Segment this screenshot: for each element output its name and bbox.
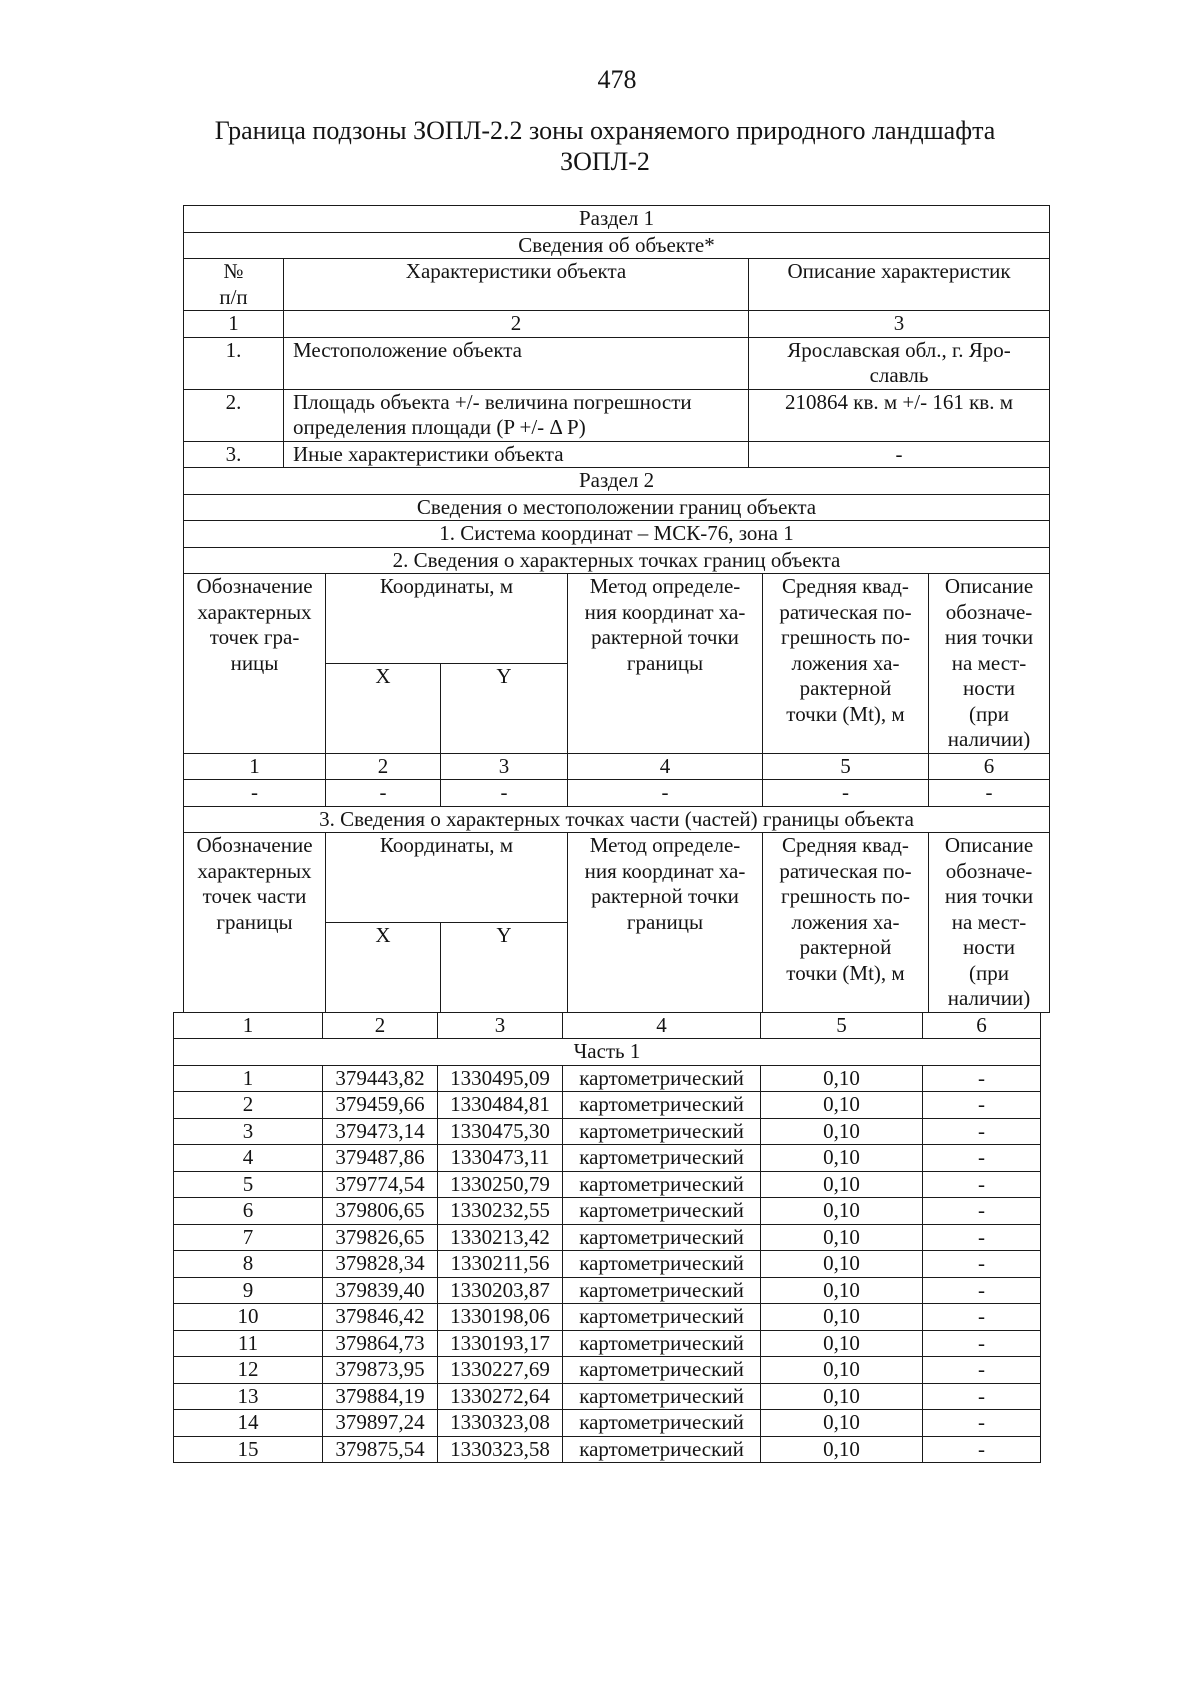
point-y: 1330211,56 bbox=[438, 1251, 563, 1278]
point-y: 1330495,09 bbox=[438, 1065, 563, 1092]
point-x: 379487,86 bbox=[323, 1145, 438, 1172]
empty-cell: - bbox=[568, 780, 763, 807]
point-x: 379897,24 bbox=[323, 1410, 438, 1437]
column-number: 5 bbox=[761, 1012, 923, 1039]
row-number: 1. bbox=[184, 337, 284, 389]
point-number: 15 bbox=[174, 1436, 323, 1463]
point-x: 379875,54 bbox=[323, 1436, 438, 1463]
point-row bbox=[174, 1092, 1041, 1119]
section2-heading-row bbox=[184, 468, 1050, 495]
title-line-1: Граница подзоны ЗОПЛ-2.2 зоны охраняемого природного ландшафта bbox=[214, 116, 996, 145]
coordinate-system-row bbox=[184, 521, 1050, 548]
point-y: 1330213,42 bbox=[438, 1224, 563, 1251]
point-method: картометрический bbox=[563, 1251, 761, 1278]
point-method: картометрический bbox=[563, 1357, 761, 1384]
point-accuracy: 0,10 bbox=[761, 1383, 923, 1410]
point-y: 1330250,79 bbox=[438, 1171, 563, 1198]
point-method: картометрический bbox=[563, 1145, 761, 1172]
section1-column-numbers-row bbox=[184, 311, 1050, 338]
point-method: картометрический bbox=[563, 1171, 761, 1198]
column-number: 3 bbox=[749, 311, 1050, 338]
point-method: картометрический bbox=[563, 1118, 761, 1145]
point-description: - bbox=[923, 1330, 1041, 1357]
point-row bbox=[174, 1357, 1041, 1384]
section1-subheading-row bbox=[184, 232, 1050, 259]
object-info-table bbox=[183, 205, 1050, 468]
column-number: 3 bbox=[441, 753, 568, 780]
point-number: 14 bbox=[174, 1410, 323, 1437]
point-description: - bbox=[923, 1410, 1041, 1437]
point-accuracy: 0,10 bbox=[761, 1436, 923, 1463]
point-accuracy: 0,10 bbox=[761, 1171, 923, 1198]
point-row bbox=[174, 1330, 1041, 1357]
row-characteristic: Площадь объекта +/- величина погрешности определения площади (P +/- Δ P) bbox=[284, 389, 749, 441]
point-row bbox=[174, 1224, 1041, 1251]
point-description: - bbox=[923, 1436, 1041, 1463]
header-description: Описание характеристик bbox=[749, 259, 1050, 311]
point-method: картометрический bbox=[563, 1065, 761, 1092]
column-number: 2 bbox=[326, 753, 441, 780]
point-x: 379864,73 bbox=[323, 1330, 438, 1357]
empty-cell: - bbox=[929, 780, 1050, 807]
point-method: картометрический bbox=[563, 1383, 761, 1410]
header-accuracy: Средняя квад- ратическая по- грешность по- ложения ха- рактерной точки (Mt), м bbox=[763, 574, 929, 754]
point-x: 379846,42 bbox=[323, 1304, 438, 1331]
section1-header-row bbox=[184, 259, 1050, 311]
point-description: - bbox=[923, 1304, 1041, 1331]
point-row bbox=[174, 1118, 1041, 1145]
point-number: 7 bbox=[174, 1224, 323, 1251]
part-label: Часть 1 bbox=[174, 1039, 1041, 1066]
column-number: 1 bbox=[184, 311, 284, 338]
header-y: Y bbox=[441, 663, 568, 753]
header-method: Метод определе- ния координат ха- рактерной точки границы bbox=[568, 574, 763, 754]
object-info-row bbox=[184, 441, 1050, 468]
point-description: - bbox=[923, 1383, 1041, 1410]
row-description: 210864 кв. м +/- 161 кв. м bbox=[749, 389, 1050, 441]
point-row bbox=[174, 1065, 1041, 1092]
point-row bbox=[174, 1251, 1041, 1278]
point-accuracy: 0,10 bbox=[761, 1224, 923, 1251]
point-x: 379806,65 bbox=[323, 1198, 438, 1225]
point-x: 379828,34 bbox=[323, 1251, 438, 1278]
column-number: 5 bbox=[763, 753, 929, 780]
point-description: - bbox=[923, 1357, 1041, 1384]
column-number: 2 bbox=[284, 311, 749, 338]
point-number: 3 bbox=[174, 1118, 323, 1145]
point-x: 379884,19 bbox=[323, 1383, 438, 1410]
parts-header-row bbox=[184, 833, 1050, 923]
point-row bbox=[174, 1383, 1041, 1410]
point-y: 1330232,55 bbox=[438, 1198, 563, 1225]
column-number: 4 bbox=[568, 753, 763, 780]
point-accuracy: 0,10 bbox=[761, 1118, 923, 1145]
object-info-row bbox=[184, 389, 1050, 441]
point-row bbox=[174, 1145, 1041, 1172]
point-x: 379443,82 bbox=[323, 1065, 438, 1092]
section2-subheading-row bbox=[184, 494, 1050, 521]
point-description: - bbox=[923, 1092, 1041, 1119]
point-y: 1330198,06 bbox=[438, 1304, 563, 1331]
point-y: 1330484,81 bbox=[438, 1092, 563, 1119]
point-accuracy: 0,10 bbox=[761, 1065, 923, 1092]
row-number: 3. bbox=[184, 441, 284, 468]
section1-heading-row bbox=[184, 206, 1050, 233]
parts-heading-row bbox=[184, 806, 1050, 833]
row-number: 2. bbox=[184, 389, 284, 441]
header-description: Описание обозначе- ния точки на мест- ности (при наличии) bbox=[929, 833, 1050, 1013]
point-number: 10 bbox=[174, 1304, 323, 1331]
section1-heading: Раздел 1 bbox=[184, 206, 1050, 233]
point-description: - bbox=[923, 1224, 1041, 1251]
point-number: 5 bbox=[174, 1171, 323, 1198]
row-characteristic: Местоположение объекта bbox=[284, 337, 749, 389]
column-number: 1 bbox=[174, 1012, 323, 1039]
point-method: картометрический bbox=[563, 1410, 761, 1437]
point-number: 1 bbox=[174, 1065, 323, 1092]
point-accuracy: 0,10 bbox=[761, 1330, 923, 1357]
point-y: 1330193,17 bbox=[438, 1330, 563, 1357]
object-info-row bbox=[184, 337, 1050, 389]
point-accuracy: 0,10 bbox=[761, 1092, 923, 1119]
column-number: 4 bbox=[563, 1012, 761, 1039]
point-y: 1330323,58 bbox=[438, 1436, 563, 1463]
point-number: 4 bbox=[174, 1145, 323, 1172]
parts-heading: 3. Сведения о характерных точках части (частей) границы объекта bbox=[184, 806, 1050, 833]
point-x: 379839,40 bbox=[323, 1277, 438, 1304]
point-y: 1330227,69 bbox=[438, 1357, 563, 1384]
row-characteristic: Иные характеристики объекта bbox=[284, 441, 749, 468]
header-designation: Обозначение характерных точек гра- ницы bbox=[184, 574, 326, 754]
point-accuracy: 0,10 bbox=[761, 1357, 923, 1384]
point-number: 8 bbox=[174, 1251, 323, 1278]
point-y: 1330203,87 bbox=[438, 1277, 563, 1304]
point-y: 1330323,08 bbox=[438, 1410, 563, 1437]
point-description: - bbox=[923, 1198, 1041, 1225]
coordinate-system: 1. Система координат – МСК-76, зона 1 bbox=[184, 521, 1050, 548]
point-x: 379459,66 bbox=[323, 1092, 438, 1119]
point-number: 6 bbox=[174, 1198, 323, 1225]
point-accuracy: 0,10 bbox=[761, 1198, 923, 1225]
points-column-numbers-row bbox=[184, 753, 1050, 780]
point-accuracy: 0,10 bbox=[761, 1145, 923, 1172]
header-coordinates: Координаты, м bbox=[326, 574, 568, 664]
point-y: 1330473,11 bbox=[438, 1145, 563, 1172]
point-number: 11 bbox=[174, 1330, 323, 1357]
title-line-2: ЗОПЛ-2 bbox=[560, 147, 650, 176]
point-description: - bbox=[923, 1145, 1041, 1172]
empty-cell: - bbox=[184, 780, 326, 807]
header-accuracy: Средняя квад- ратическая по- грешность по- ложения ха- рактерной точки (Mt), м bbox=[763, 833, 929, 1013]
point-number: 13 bbox=[174, 1383, 323, 1410]
point-row bbox=[174, 1436, 1041, 1463]
points-heading-row bbox=[184, 547, 1050, 574]
header-x: X bbox=[326, 663, 441, 753]
point-accuracy: 0,10 bbox=[761, 1304, 923, 1331]
document-body bbox=[183, 205, 1049, 1463]
section1-subheading: Сведения об объекте* bbox=[184, 232, 1050, 259]
section2-heading: Раздел 2 bbox=[184, 468, 1050, 495]
point-description: - bbox=[923, 1118, 1041, 1145]
point-y: 1330272,64 bbox=[438, 1383, 563, 1410]
point-number: 9 bbox=[174, 1277, 323, 1304]
column-number: 2 bbox=[323, 1012, 438, 1039]
point-row bbox=[174, 1277, 1041, 1304]
column-number: 3 bbox=[438, 1012, 563, 1039]
point-row bbox=[174, 1198, 1041, 1225]
points-heading: 2. Сведения о характерных точках границ объекта bbox=[184, 547, 1050, 574]
header-characteristic: Характеристики объекта bbox=[284, 259, 749, 311]
point-description: - bbox=[923, 1065, 1041, 1092]
point-number: 12 bbox=[174, 1357, 323, 1384]
point-x: 379826,65 bbox=[323, 1224, 438, 1251]
document-title bbox=[155, 115, 1055, 177]
point-method: картометрический bbox=[563, 1304, 761, 1331]
point-method: картометрический bbox=[563, 1092, 761, 1119]
page-number: 478 bbox=[597, 65, 637, 94]
point-x: 379473,14 bbox=[323, 1118, 438, 1145]
point-description: - bbox=[923, 1277, 1041, 1304]
empty-cell: - bbox=[763, 780, 929, 807]
point-method: картометрический bbox=[563, 1277, 761, 1304]
column-number: 6 bbox=[923, 1012, 1041, 1039]
header-method: Метод определе- ния координат ха- рактерной точки границы bbox=[568, 833, 763, 1013]
point-method: картометрический bbox=[563, 1198, 761, 1225]
points-empty-row bbox=[184, 780, 1050, 807]
row-description: Ярославская обл., г. Яро- славль bbox=[749, 337, 1050, 389]
point-row bbox=[174, 1410, 1041, 1437]
part-points-table bbox=[173, 1012, 1041, 1464]
point-number: 2 bbox=[174, 1092, 323, 1119]
part-label-row bbox=[174, 1039, 1041, 1066]
point-accuracy: 0,10 bbox=[761, 1251, 923, 1278]
header-number: № п/п bbox=[184, 259, 284, 311]
header-y: Y bbox=[441, 922, 568, 1012]
point-method: картометрический bbox=[563, 1330, 761, 1357]
row-description: - bbox=[749, 441, 1050, 468]
column-number: 1 bbox=[184, 753, 326, 780]
points-header-row bbox=[184, 574, 1050, 664]
header-description: Описание обозначе- ния точки на мест- ности (при наличии) bbox=[929, 574, 1050, 754]
point-method: картометрический bbox=[563, 1224, 761, 1251]
header-coordinates: Координаты, м bbox=[326, 833, 568, 923]
point-x: 379873,95 bbox=[323, 1357, 438, 1384]
column-number: 6 bbox=[929, 753, 1050, 780]
point-row bbox=[174, 1304, 1041, 1331]
empty-cell: - bbox=[441, 780, 568, 807]
point-x: 379774,54 bbox=[323, 1171, 438, 1198]
point-method: картометрический bbox=[563, 1436, 761, 1463]
parts-column-numbers-row bbox=[174, 1012, 1041, 1039]
point-accuracy: 0,10 bbox=[761, 1277, 923, 1304]
point-description: - bbox=[923, 1251, 1041, 1278]
point-y: 1330475,30 bbox=[438, 1118, 563, 1145]
point-description: - bbox=[923, 1171, 1041, 1198]
section2-subheading: Сведения о местоположении границ объекта bbox=[184, 494, 1050, 521]
header-x: X bbox=[326, 922, 441, 1012]
header-designation: Обозначение характерных точек части границы bbox=[184, 833, 326, 1013]
part-points-body bbox=[174, 1012, 1041, 1463]
empty-cell: - bbox=[326, 780, 441, 807]
point-row bbox=[174, 1171, 1041, 1198]
boundary-location-table bbox=[183, 467, 1050, 1013]
point-accuracy: 0,10 bbox=[761, 1410, 923, 1437]
